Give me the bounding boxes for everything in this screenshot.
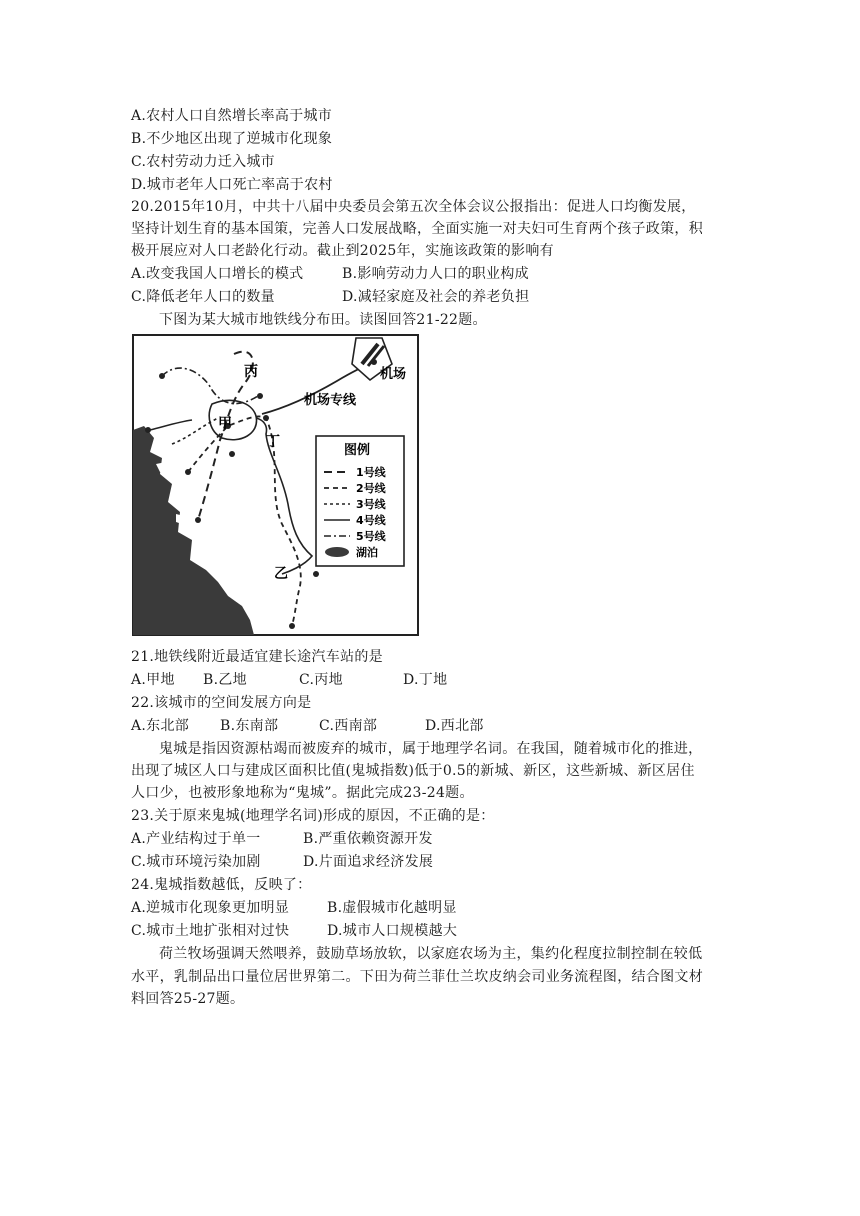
dutch-passage-line-2: 水平，乳制品出口量位居世界第二。下田为荷兰菲仕兰坎皮纳会司业务流程图，结合图文材 — [131, 969, 703, 985]
q23-option-b: B.严重依赖资源开发 — [303, 831, 433, 847]
legend-line-2: 2号线 — [356, 482, 386, 495]
q20-stem-line-3: 极开展应对人口老龄化行动。截止到2025年，实施该政策的影响有 — [131, 243, 554, 259]
q19-option-c: C.农村劳动力迁入城市 — [131, 154, 275, 170]
q19-option-d: D.城市老年人口死亡率高于农村 — [131, 177, 333, 193]
q20-stem-line-2: 坚持计划生育的基本国策，完善人口发展战略，全面实施一对夫妇可生育两个孩子政策，积 — [131, 221, 703, 237]
q19-option-a: A.农村人口自然增长率高于城市 — [131, 108, 333, 124]
legend-line-3: 3号线 — [356, 498, 386, 511]
q23-option-c: C.城市环境污染加剧 — [131, 854, 261, 870]
map-legend — [316, 436, 404, 566]
q20-option-a: A.改变我国人口增长的模式 — [131, 266, 304, 282]
q21-option-a: A.甲地 — [131, 672, 175, 688]
q23-options-row-2 — [131, 851, 433, 873]
legend-line-4: 4号线 — [356, 514, 386, 527]
label-airport: 机场 — [380, 367, 407, 382]
label-ding: 丁 — [266, 434, 280, 450]
q22-option-a: A.东北部 — [131, 718, 190, 734]
label-airport-line: 机场专线 — [304, 393, 357, 408]
legend-line-1: 1号线 — [356, 466, 386, 479]
q21-stem: 21.地铁线附近最适宜建长途汽车站的是 — [131, 649, 383, 665]
q20-stem-line-1: 20.2015年10月，中共十八届中央委员会第五次全体会议公报指出：促进人口均衡发展， — [131, 199, 696, 215]
q24-stem: 24.鬼城指数越低，反映了： — [131, 877, 312, 893]
subway-map-figure — [132, 334, 419, 636]
q23-option-a: A.产业结构过于单一 — [131, 831, 261, 847]
q20-options-row-2 — [131, 286, 529, 308]
q24-option-d: D.城市人口规模越大 — [327, 923, 458, 939]
q20-option-c: C.降低老年人口的数量 — [131, 289, 275, 305]
q24-option-b: B.虚假城市化越明显 — [327, 900, 457, 916]
q20-option-d: D.减轻家庭及社会的养老负担 — [342, 289, 530, 305]
q23-options-row-1 — [131, 828, 433, 850]
legend-lake: 湖泊 — [356, 546, 378, 559]
ghost-passage-line-3: 人口少，也被形象地称为“鬼城”。据此完成23-24题。 — [131, 785, 474, 801]
q22-stem: 22.该城市的空间发展方向是 — [131, 695, 312, 711]
intro-21-22: 下图为某大城市地铁线分布田。读图回答21-22题。 — [159, 312, 487, 328]
q23-option-d: D.片面追求经济发展 — [303, 854, 434, 870]
q22-options — [131, 715, 484, 737]
q24-options-row-2 — [131, 920, 457, 942]
label-bing: 丙 — [244, 364, 258, 380]
label-jia: 甲 — [218, 416, 232, 432]
q21-options — [131, 669, 447, 691]
dutch-passage-line-3: 料回答25-27题。 — [131, 991, 245, 1007]
q22-option-d: D.西北部 — [425, 718, 484, 734]
label-yi: 乙 — [274, 566, 288, 582]
legend-title: 图例 — [344, 443, 371, 458]
ghost-passage-line-1: 鬼城是指因资源枯竭而被废弃的城市，属于地理学名词。在我国，随着城市化的推进， — [159, 741, 703, 757]
legend-line-5: 5号线 — [356, 530, 386, 543]
q19-option-b: B.不少地区出现了逆城市化现象 — [131, 131, 333, 147]
q20-options-row-1 — [131, 263, 529, 285]
q22-option-b: B.东南部 — [220, 718, 279, 734]
q22-option-c: C.西南部 — [319, 718, 378, 734]
q23-stem: 23.关于原来鬼城(地理学名词)形成的原因，不正确的是： — [131, 808, 495, 824]
q24-options-row-1 — [131, 897, 457, 919]
q21-option-c: C.丙地 — [299, 672, 343, 688]
q21-option-b: B.乙地 — [203, 672, 247, 688]
q21-option-d: D.丁地 — [403, 672, 448, 688]
q24-option-c: C.城市土地扩张相对过快 — [131, 923, 290, 939]
q24-option-a: A.逆城市化现象更加明显 — [131, 900, 290, 916]
dutch-passage-line-1: 荷兰牧场强调天然喂养，鼓励草场放软，以家庭农场为主，集约化程度拉制控制在较低 — [159, 946, 703, 962]
q20-option-b: B.影响劳动力人口的职业构成 — [342, 266, 529, 282]
ghost-passage-line-2: 出现了城区人口与建成区面积比值(鬼城指数)低于0.5的新城、新区，这些新城、新区居住 — [131, 763, 695, 779]
